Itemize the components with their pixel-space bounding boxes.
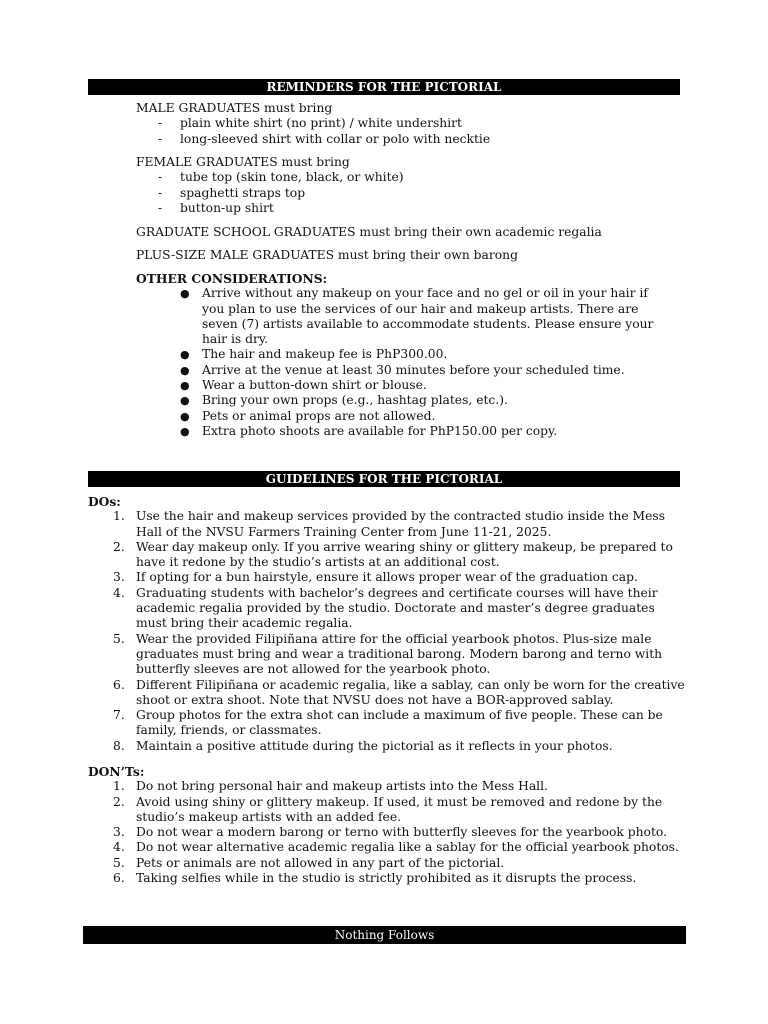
list-item: ● Arrive at the venue at least 30 minutes before your scheduled time. bbox=[180, 362, 625, 377]
female-list bbox=[136, 170, 696, 216]
guidelines-title-bar bbox=[88, 471, 680, 487]
list-item: 4. Do not wear alternative academic regalia like a sablay for the official yearbook photos. bbox=[113, 840, 679, 855]
list-item: 1. Use the hair and makeup services provided by the contracted studio inside the Mess Hall of the NVSU Farmers Training Center from June 11-21, 2025. bbox=[113, 509, 666, 539]
other-considerations bbox=[136, 271, 696, 439]
list-item: ● Pets or animal props are not allowed. bbox=[180, 408, 436, 423]
list-item: - button-up shirt bbox=[158, 200, 274, 215]
list-item: ● Extra photo shoots are available for PhP150.00 per copy. bbox=[180, 423, 558, 438]
other-heading: OTHER CONSIDERATIONS: bbox=[136, 271, 328, 286]
male-list bbox=[136, 116, 696, 147]
footer-bar bbox=[83, 926, 686, 944]
female-lead: FEMALE GRADUATES must bring bbox=[136, 155, 350, 169]
list-item: ● Arrive without any makeup on your face and no gel or oil in your hair if you plan to use the services of our hair and makeup artists. There are seven (7) artists available to accommodate students. Please ensure your hair is dry. bbox=[180, 286, 654, 347]
list-item: 2. Wear day makeup only. If you arrive wearing shiny or glittery makeup, be prepared to have it redone by the studio’s artists at an additional cost. bbox=[113, 539, 673, 570]
female-section bbox=[136, 155, 696, 216]
reminders-title-bar bbox=[88, 79, 680, 95]
plus-size-note: PLUS-SIZE MALE GRADUATES must bring their own barong bbox=[136, 248, 518, 262]
list-item: - spaghetti straps top bbox=[158, 185, 306, 200]
dos-list bbox=[88, 509, 688, 754]
list-item: 3. Do not wear a modern barong or terno with butterfly sleeves for the yearbook photo. bbox=[113, 825, 667, 840]
list-item: - long-sleeved shirt with collar or polo with necktie bbox=[158, 131, 491, 146]
dos-heading: DOs: bbox=[88, 494, 121, 509]
donts-section bbox=[88, 764, 688, 886]
footer-text: Nothing Follows bbox=[334, 928, 435, 942]
male-section bbox=[136, 101, 696, 147]
list-item: ● Bring your own props (e.g., hashtag plates, etc.). bbox=[180, 393, 508, 408]
list-item: ● The hair and makeup fee is PhP300.00. bbox=[180, 347, 448, 362]
list-item: 3. If opting for a bun hairstyle, ensure it allows proper wear of the graduation cap. bbox=[113, 570, 638, 585]
list-item: 4. Graduating students with bachelor’s degrees and certificate courses will have their academic regalia provided by the studio. Doctorate and master’s degree graduates must bring their academic regalia. bbox=[113, 585, 658, 631]
list-item: 6. Taking selfies while in the studio is strictly prohibited as it disrupts the process. bbox=[113, 871, 637, 886]
list-item: 2. Avoid using shiny or glittery makeup. If used, it must be removed and redone by the studio’s makeup artists with an added fee. bbox=[113, 794, 663, 824]
list-item: 8. Maintain a positive attitude during the pictorial as it reflects in your photos. bbox=[113, 738, 613, 753]
reminders-title: REMINDERS FOR THE PICTORIAL bbox=[266, 80, 502, 94]
list-item: 7. Group photos for the extra shot can include a maximum of five people. These can be family, friends, or classmates. bbox=[113, 708, 663, 738]
guidelines-title: GUIDELINES FOR THE PICTORIAL bbox=[265, 472, 503, 486]
grad-school-note: GRADUATE SCHOOL GRADUATES must bring their own academic regalia bbox=[136, 225, 602, 239]
dos-section bbox=[88, 494, 688, 754]
donts-list bbox=[88, 779, 688, 886]
list-item: 6. Different Filipiñana or academic regalia, like a sablay, can only be worn for the creative shoot or extra shoot. Note that NVSU does not have a BOR-approved sablay. bbox=[113, 677, 685, 707]
list-item: - tube top (skin tone, black, or white) bbox=[158, 170, 404, 185]
list-item: ● Wear a button-down shirt or blouse. bbox=[180, 378, 427, 393]
male-lead: MALE GRADUATES must bring bbox=[136, 101, 333, 115]
list-item: 5. Wear the provided Filipiñana attire for the official yearbook photos. Plus-size male graduates must bring and wear a traditional barong. Modern barong and terno with butterfly sleeves are not allowed for the yearbook photo. bbox=[113, 631, 663, 677]
list-item: 1. Do not bring personal hair and makeup artists into the Mess Hall. bbox=[113, 779, 548, 794]
list-item: - plain white shirt (no print) / white undershirt bbox=[158, 116, 462, 131]
list-item: 5. Pets or animals are not allowed in any part of the pictorial. bbox=[113, 855, 505, 870]
donts-heading: DON’Ts: bbox=[88, 764, 145, 779]
other-list bbox=[136, 286, 696, 439]
